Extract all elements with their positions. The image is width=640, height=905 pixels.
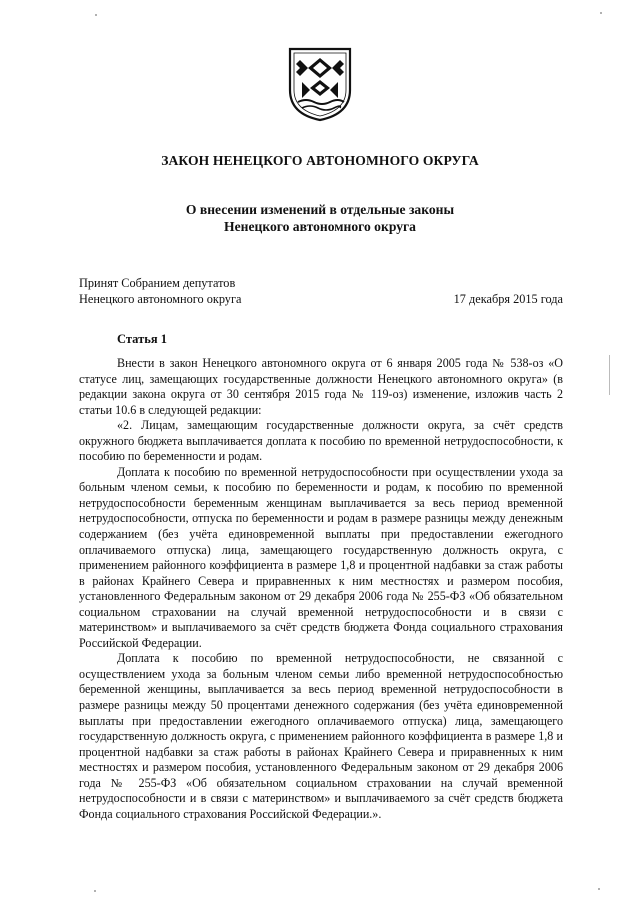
adoption-line-1: Принят Собранием депутатов [79,276,236,290]
adoption-date: 17 декабря 2015 года [453,291,563,306]
nenets-coat-of-arms-icon [286,46,354,122]
adoption-line-2: Ненецкого автономного округа [79,291,242,306]
law-subtitle [0,201,640,235]
article-heading: Статья 1 [117,332,167,346]
article-body [79,356,563,822]
article-paragraph: Внести в закон Ненецкого автономного округа от 6 января 2005 года № 538-оз «О статусе лиц, замещающих государственные должности Ненецкого автономного округа» (в редакции закона округа от 30 сентября 2015 года № 119-оз) изменение, изложив часть 2 статьи 10.6 в следующей редакции: [79,356,563,417]
scan-margin-mark [609,355,610,395]
article-paragraph: «2. Лицам, замещающим государственные должности округа, за счёт средств окружного бюджета выплачивается доплата к пособию по временной нетрудоспособности, к пособию по беременности и родам. [79,418,563,464]
law-title: ЗАКОН НЕНЕЦКОГО АВТОНОМНОГО ОКРУГА [161,153,479,168]
article-paragraph: Доплата к пособию по временной нетрудоспособности при осуществлении ухода за больным членом семьи, к пособию по беременности и родам, к пособию по временной нетрудоспособности беременным женщинам выплачивается за весь период временной нетрудоспособности, отпуска по беременности и родам в размере разницы между денежным содержанием (без учёта единовременной выплаты при предоставлении ежегодного оплачиваемого отпуска) лица, замещающего государственную должность округа, с применением районного коэффициента в размере 1,8 и процентной надбавки за стаж работы в районах Крайнего Севера и приравненных к ним местностях и размером пособия, установленного Федеральным законом от 29 декабря 2006 года № 255-ФЗ «Об обязательном социальном страховании на случай временной нетрудоспособности и в связи с материнством» и выплачиваемого за счёт средств бюджета Фонда социального страхования Российской Федерации. [79,464,563,650]
scan-speck [94,890,96,892]
subtitle-line-2: Ненецкого автономного округа [224,219,416,234]
scan-speck [600,12,602,14]
article-paragraph: Доплата к пособию по временной нетрудоспособности, не связанной с осуществлением ухода за больным членом семьи либо временной нетрудоспособностью беременной женщины, выплачивается за весь период временной нетрудоспособности в размере разницы между 50 процентами денежного содержания (без учёта единовременной выплаты при предоставлении ежегодного оплачиваемого отпуска) лица, замещающего государственную должность округа, с применением районного коэффициента в размере 1,8 и процентной надбавки за стаж работы в районах Крайнего Севера и приравненных к ним местностях и размером пособия, установленного Федеральным законом от 29 декабря 2006 года № 255-ФЗ «Об обязательном социальном страховании на случай временной нетрудоспособности и в связи с материнством» и выплачиваемого за счёт средств бюджета Фонда социального страхования Российской Федерации.». [79,651,563,821]
adoption-block [79,276,563,307]
scan-speck [95,14,97,16]
scan-speck [598,888,600,890]
subtitle-line-1: О внесении изменений в отдельные законы [185,202,455,217]
